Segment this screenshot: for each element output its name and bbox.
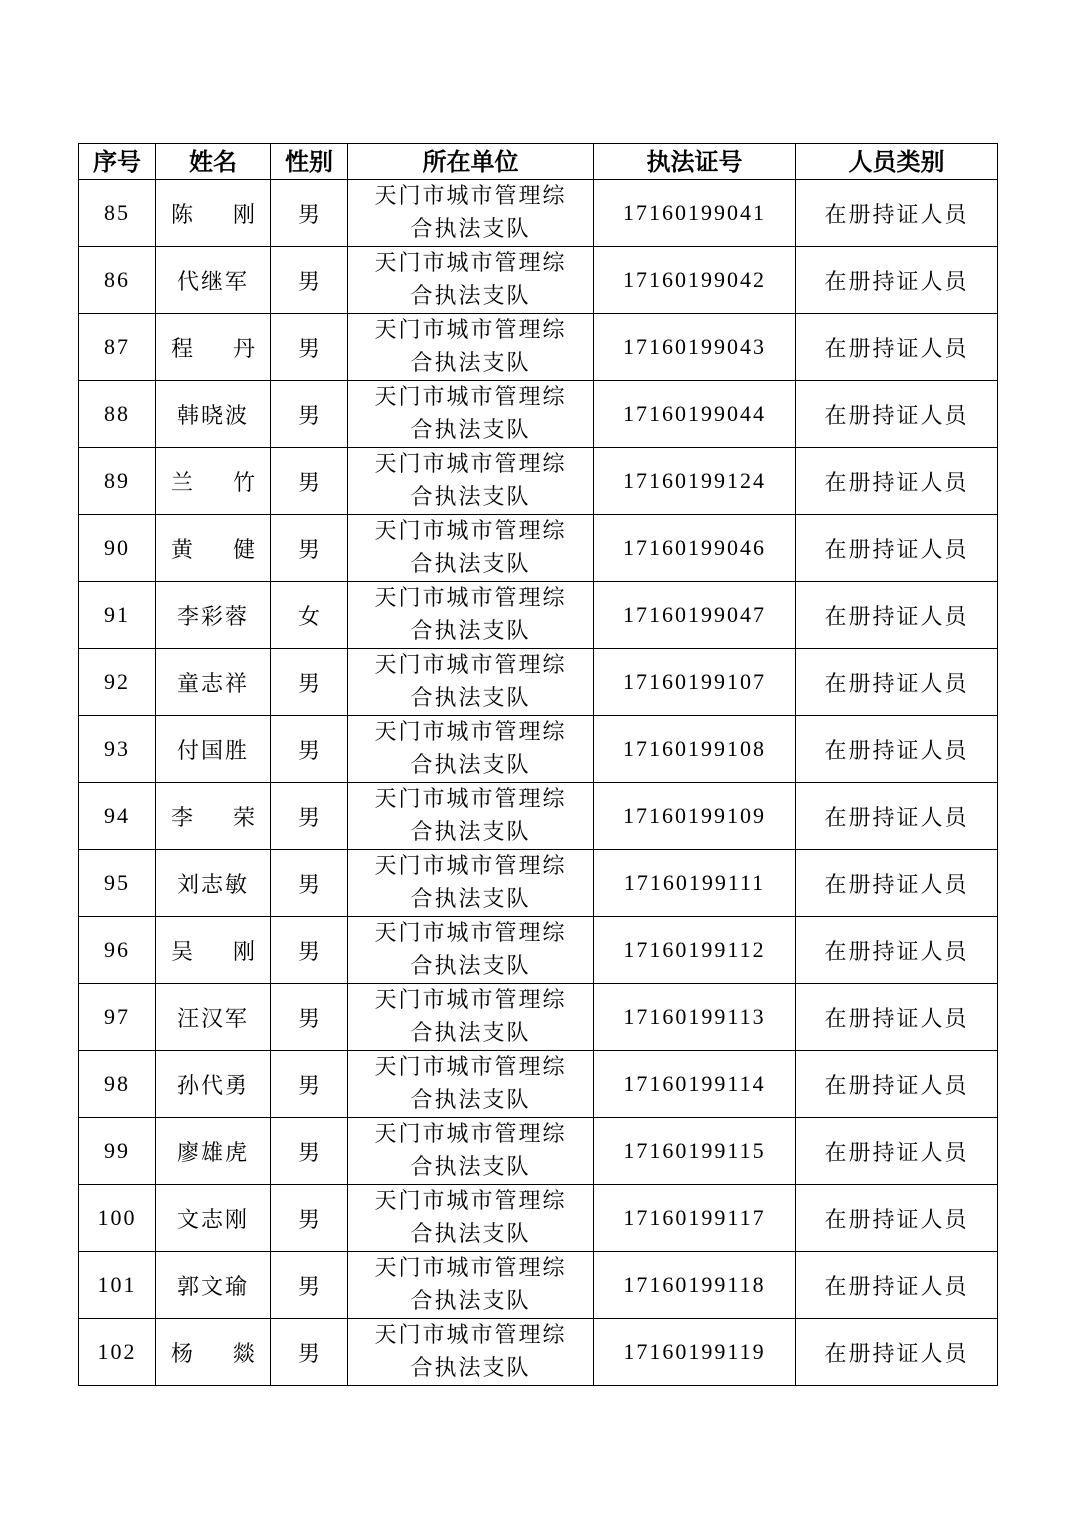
row-category: 在册持证人员 (796, 381, 998, 448)
row-name (156, 314, 295, 381)
row-unit (348, 1051, 594, 1118)
row-name (156, 1185, 271, 1252)
header-category: 人员类别 (796, 144, 998, 180)
row-cert: 17160199117 (594, 1185, 796, 1252)
row-name-text: 孙代勇 (176, 1073, 249, 1099)
row-no: 92 (79, 649, 156, 716)
table-row (79, 1118, 998, 1185)
row-unit-line1: 天门市城市管理综 (374, 318, 567, 343)
table-header-row (79, 144, 998, 180)
row-no: 96 (79, 917, 156, 984)
row-unit (348, 448, 594, 515)
row-unit (348, 1118, 594, 1185)
row-unit-line1: 天门市城市管理综 (374, 586, 567, 611)
row-unit-line1: 天门市城市管理综 (374, 1256, 567, 1281)
header-gender: 性别 (271, 144, 348, 180)
row-unit (348, 515, 594, 582)
row-unit-line2: 合执法支队 (410, 284, 531, 309)
row-no: 99 (79, 1118, 156, 1185)
row-name (156, 716, 271, 783)
row-cert: 17160199112 (594, 917, 796, 984)
row-gender: 男 (271, 984, 348, 1051)
row-gender: 男 (271, 1319, 348, 1386)
row-name (156, 783, 295, 850)
row-name-text: 杨燚 (170, 1341, 295, 1367)
table-row (79, 582, 998, 649)
row-gender: 男 (271, 515, 348, 582)
row-name (156, 247, 271, 314)
row-name (156, 515, 295, 582)
row-name (156, 850, 271, 917)
row-name-text: 程丹 (170, 336, 295, 362)
row-unit (348, 314, 594, 381)
row-cert: 17160199124 (594, 448, 796, 515)
row-name (156, 180, 295, 247)
row-no: 89 (79, 448, 156, 515)
row-unit-line1: 天门市城市管理综 (374, 1189, 567, 1214)
row-name (156, 381, 271, 448)
row-name (156, 582, 271, 649)
row-cert: 17160199107 (594, 649, 796, 716)
row-unit (348, 984, 594, 1051)
row-cert: 17160199113 (594, 984, 796, 1051)
row-category: 在册持证人员 (796, 1252, 998, 1319)
table-row (79, 448, 998, 515)
row-unit-line1: 天门市城市管理综 (374, 1323, 567, 1348)
table-row (79, 783, 998, 850)
row-no: 100 (79, 1185, 156, 1252)
row-unit-line1: 天门市城市管理综 (374, 452, 567, 477)
row-gender: 男 (271, 850, 348, 917)
row-gender: 男 (271, 247, 348, 314)
row-unit (348, 850, 594, 917)
row-cert: 17160199118 (594, 1252, 796, 1319)
row-cert: 17160199044 (594, 381, 796, 448)
row-category: 在册持证人员 (796, 649, 998, 716)
row-no: 98 (79, 1051, 156, 1118)
row-gender: 女 (271, 582, 348, 649)
row-unit (348, 247, 594, 314)
row-no: 91 (79, 582, 156, 649)
table-row (79, 515, 998, 582)
row-no: 86 (79, 247, 156, 314)
row-no: 95 (79, 850, 156, 917)
row-name-text: 黄健 (170, 537, 295, 563)
row-name-text: 吴刚 (170, 939, 295, 965)
row-name-text: 汪汉军 (176, 1006, 249, 1032)
row-name-text: 李荣 (170, 805, 295, 831)
row-no: 87 (79, 314, 156, 381)
row-no: 90 (79, 515, 156, 582)
row-name (156, 649, 271, 716)
row-unit-line1: 天门市城市管理综 (374, 988, 567, 1013)
row-name-text: 李彩蓉 (176, 604, 249, 630)
row-no: 88 (79, 381, 156, 448)
row-gender: 男 (271, 649, 348, 716)
row-unit (348, 1185, 594, 1252)
row-gender: 男 (271, 180, 348, 247)
row-gender: 男 (271, 1051, 348, 1118)
row-category: 在册持证人员 (796, 716, 998, 783)
row-category: 在册持证人员 (796, 783, 998, 850)
row-name-text: 童志祥 (176, 671, 249, 697)
table-row (79, 917, 998, 984)
row-unit-line1: 天门市城市管理综 (374, 854, 567, 879)
row-unit-line2: 合执法支队 (410, 820, 531, 845)
row-unit-line1: 天门市城市管理综 (374, 519, 567, 544)
table-row (79, 1185, 998, 1252)
row-no: 85 (79, 180, 156, 247)
header-no: 序号 (79, 144, 156, 180)
row-name (156, 1319, 295, 1386)
row-unit-line1: 天门市城市管理综 (374, 385, 567, 410)
row-unit-line2: 合执法支队 (410, 753, 531, 778)
row-unit-line1: 天门市城市管理综 (374, 251, 567, 276)
row-no: 94 (79, 783, 156, 850)
row-category: 在册持证人员 (796, 917, 998, 984)
row-category: 在册持证人员 (796, 1185, 998, 1252)
row-no: 101 (79, 1252, 156, 1319)
row-name (156, 448, 295, 515)
row-gender: 男 (271, 783, 348, 850)
row-unit-line1: 天门市城市管理综 (374, 720, 567, 745)
row-name-text: 付国胜 (176, 738, 249, 764)
row-gender: 男 (271, 1118, 348, 1185)
row-category: 在册持证人员 (796, 180, 998, 247)
row-no: 93 (79, 716, 156, 783)
row-category: 在册持证人员 (796, 984, 998, 1051)
header-cert: 执法证号 (594, 144, 796, 180)
row-unit-line2: 合执法支队 (410, 418, 531, 443)
table-row (79, 314, 998, 381)
row-unit-line2: 合执法支队 (410, 686, 531, 711)
row-category: 在册持证人员 (796, 850, 998, 917)
personnel-table (78, 143, 998, 1386)
row-name (156, 1051, 271, 1118)
row-unit-line2: 合执法支队 (410, 1088, 531, 1113)
row-unit (348, 582, 594, 649)
row-category: 在册持证人员 (796, 582, 998, 649)
row-cert: 17160199108 (594, 716, 796, 783)
row-unit-line2: 合执法支队 (410, 1356, 531, 1381)
row-category: 在册持证人员 (796, 515, 998, 582)
row-cert: 17160199047 (594, 582, 796, 649)
row-unit (348, 1319, 594, 1386)
row-cert: 17160199114 (594, 1051, 796, 1118)
row-category: 在册持证人员 (796, 448, 998, 515)
row-cert: 17160199043 (594, 314, 796, 381)
row-unit-line1: 天门市城市管理综 (374, 787, 567, 812)
table-row (79, 1252, 998, 1319)
row-unit (348, 783, 594, 850)
row-gender: 男 (271, 1185, 348, 1252)
row-cert: 17160199111 (594, 850, 796, 917)
table-row (79, 180, 998, 247)
row-no: 102 (79, 1319, 156, 1386)
table-row (79, 850, 998, 917)
row-name (156, 1252, 271, 1319)
row-unit-line2: 合执法支队 (410, 485, 531, 510)
row-cert: 17160199042 (594, 247, 796, 314)
row-gender: 男 (271, 314, 348, 381)
row-category: 在册持证人员 (796, 314, 998, 381)
row-cert: 17160199119 (594, 1319, 796, 1386)
row-unit-line2: 合执法支队 (410, 217, 531, 242)
row-unit-line2: 合执法支队 (410, 954, 531, 979)
header-unit: 所在单位 (348, 144, 594, 180)
row-cert: 17160199041 (594, 180, 796, 247)
row-name-text: 韩晓波 (176, 403, 249, 429)
table-row (79, 247, 998, 314)
row-name-text: 代继军 (176, 269, 249, 295)
row-category: 在册持证人员 (796, 1051, 998, 1118)
header-name: 姓名 (156, 144, 271, 180)
row-unit-line2: 合执法支队 (410, 1222, 531, 1247)
table-row (79, 649, 998, 716)
row-unit-line2: 合执法支队 (410, 619, 531, 644)
row-unit-line2: 合执法支队 (410, 1289, 531, 1314)
row-unit (348, 649, 594, 716)
row-unit-line1: 天门市城市管理综 (374, 653, 567, 678)
row-unit (348, 1252, 594, 1319)
table-row (79, 1051, 998, 1118)
row-unit-line2: 合执法支队 (410, 1155, 531, 1180)
row-name-text: 陈刚 (170, 202, 295, 228)
row-cert: 17160199115 (594, 1118, 796, 1185)
row-gender: 男 (271, 381, 348, 448)
row-name (156, 917, 295, 984)
row-gender: 男 (271, 448, 348, 515)
row-unit-line1: 天门市城市管理综 (374, 1055, 567, 1080)
table-row (79, 716, 998, 783)
row-no: 97 (79, 984, 156, 1051)
row-gender: 男 (271, 1252, 348, 1319)
row-gender: 男 (271, 917, 348, 984)
row-unit-line1: 天门市城市管理综 (374, 184, 567, 209)
row-name-text: 刘志敏 (176, 872, 249, 898)
row-unit (348, 917, 594, 984)
row-unit (348, 180, 594, 247)
row-name-text: 兰竹 (170, 470, 295, 496)
row-unit-line1: 天门市城市管理综 (374, 1122, 567, 1147)
row-name (156, 984, 271, 1051)
row-unit (348, 381, 594, 448)
row-unit-line2: 合执法支队 (410, 552, 531, 577)
table-row (79, 984, 998, 1051)
row-gender: 男 (271, 716, 348, 783)
row-cert: 17160199109 (594, 783, 796, 850)
row-category: 在册持证人员 (796, 1118, 998, 1185)
row-category: 在册持证人员 (796, 1319, 998, 1386)
row-category: 在册持证人员 (796, 247, 998, 314)
row-unit (348, 716, 594, 783)
row-unit-line1: 天门市城市管理综 (374, 921, 567, 946)
row-unit-line2: 合执法支队 (410, 351, 531, 376)
row-name-text: 文志刚 (176, 1207, 249, 1233)
row-unit-line2: 合执法支队 (410, 1021, 531, 1046)
table-row (79, 381, 998, 448)
table-row (79, 1319, 998, 1386)
row-cert: 17160199046 (594, 515, 796, 582)
row-unit-line2: 合执法支队 (410, 887, 531, 912)
row-name-text: 廖雄虎 (176, 1140, 249, 1166)
row-name (156, 1118, 271, 1185)
row-name-text: 郭文瑜 (176, 1274, 249, 1300)
